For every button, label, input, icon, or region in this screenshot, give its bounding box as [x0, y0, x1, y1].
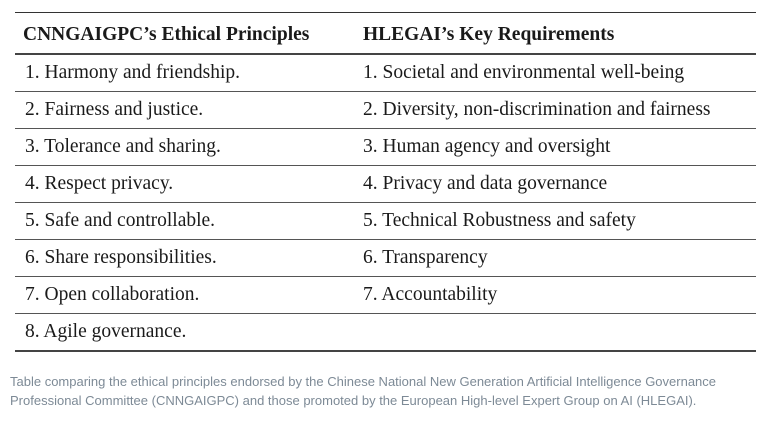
- hlegai-requirement: [351, 314, 756, 352]
- table-row: [15, 277, 756, 314]
- principles-comparison-table: [15, 12, 756, 352]
- cnngaigpc-principle: 5. Safe and controllable.: [25, 210, 216, 231]
- cnngaigpc-principle: 4. Respect privacy.: [25, 173, 174, 194]
- table-header-row: [15, 13, 756, 55]
- cnngaigpc-principle: 2. Fairness and justice.: [25, 99, 204, 120]
- header-hlegai: HLEGAI’s Key Requirements: [363, 24, 615, 45]
- table-row: [15, 129, 756, 166]
- table-row: [15, 240, 756, 277]
- hlegai-requirement: 2. Diversity, non-discrimination and fairness: [363, 99, 711, 120]
- cnngaigpc-principle: 8. Agile governance.: [25, 321, 187, 342]
- table-row: [15, 54, 756, 92]
- table-row: [15, 203, 756, 240]
- header-cnngaigpc: CNNGAIGPC’s Ethical Principles: [23, 24, 310, 45]
- hlegai-requirement: 1. Societal and environmental well-being: [363, 62, 685, 83]
- cnngaigpc-principle: 1. Harmony and friendship.: [25, 62, 240, 83]
- hlegai-requirement: 4. Privacy and data governance: [363, 173, 608, 194]
- hlegai-requirement: 6. Transparency: [363, 247, 488, 268]
- hlegai-requirement: 7. Accountability: [363, 284, 498, 305]
- cnngaigpc-principle: 7. Open collaboration.: [25, 284, 200, 305]
- table-row: [15, 92, 756, 129]
- table-row: [15, 166, 756, 203]
- table-caption: Table comparing the ethical principles endorsed by the Chinese National New Generation Artificial Intelligence Governance Professional Committee (CNNGAIGPC) and those promoted by the European High-level Expert Group on AI (HLEGAI).: [10, 374, 717, 408]
- cnngaigpc-principle: 3. Tolerance and sharing.: [25, 136, 221, 157]
- table-row: [15, 314, 756, 352]
- hlegai-requirement: 5. Technical Robustness and safety: [363, 210, 636, 231]
- hlegai-requirement: 3. Human agency and oversight: [363, 136, 611, 157]
- cnngaigpc-principle: 6. Share responsibilities.: [25, 247, 217, 268]
- comparison-figure: [15, 12, 756, 352]
